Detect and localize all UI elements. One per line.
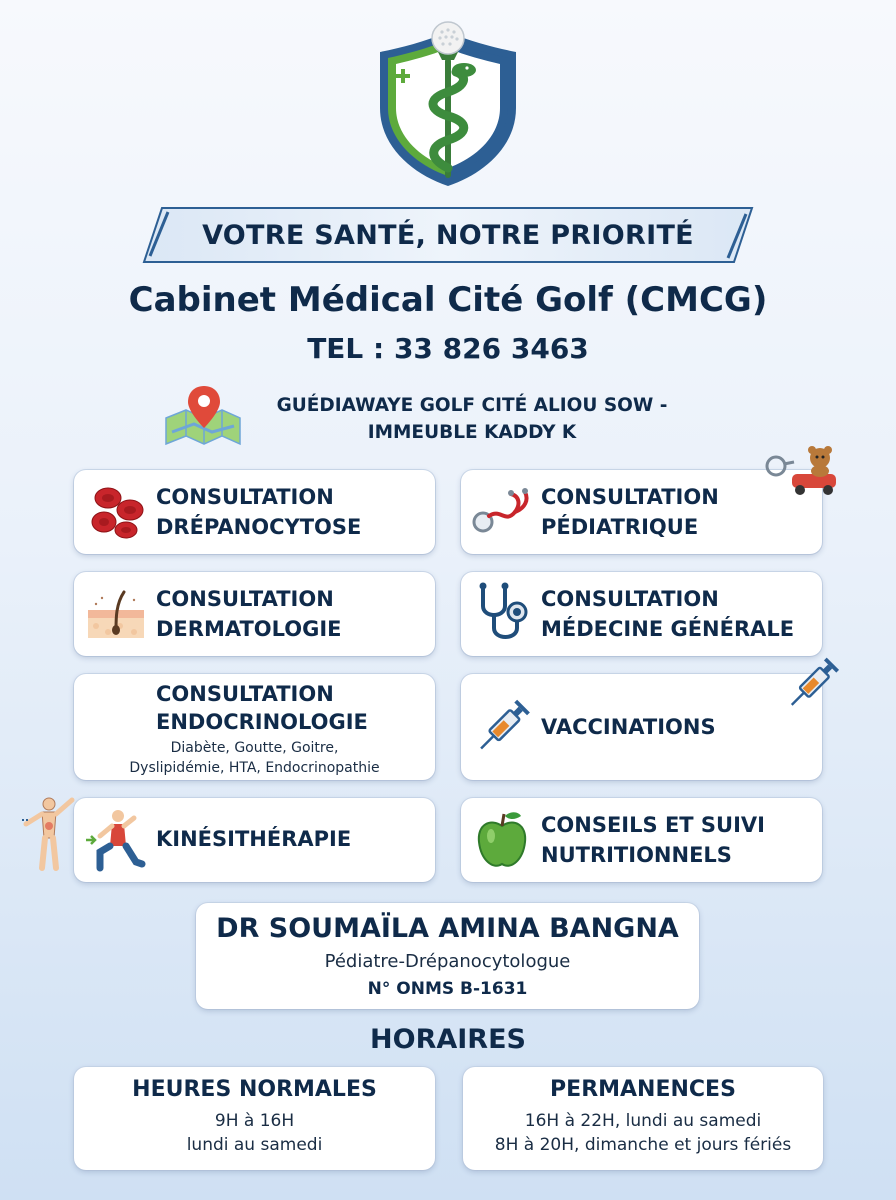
address-line-2: IMMEUBLE KADDY K xyxy=(367,422,577,443)
service-line-1: CONSULTATION xyxy=(541,587,719,611)
clinic-logo-icon xyxy=(372,18,524,190)
hours-card-permanences xyxy=(463,1067,823,1170)
service-sub-line-2: Dyslipidémie, HTA, Endocrinopathie xyxy=(129,760,380,776)
stethoscope-icon xyxy=(475,582,531,646)
service-line-1: CONSULTATION xyxy=(541,485,719,509)
slogan-text: VOTRE SANTÉ, NOTRE PRIORITÉ xyxy=(202,219,694,251)
hours-permanences-line-1: 16H à 22H, lundi au samedi xyxy=(524,1111,762,1131)
service-line-2: DERMATOLOGIE xyxy=(156,617,342,641)
physiotherapy-icon xyxy=(82,806,146,874)
hours-permanences-title: PERMANENCES xyxy=(550,1077,736,1102)
service-line-1: CONSULTATION xyxy=(156,682,334,706)
doctor-name: DR SOUMAÏLA AMINA BANGNA xyxy=(216,913,679,944)
service-card-drepanocytose[interactable] xyxy=(74,470,435,554)
service-title xyxy=(541,584,794,644)
service-subtitle xyxy=(74,738,435,778)
service-sub-line-1: Diabète, Goutte, Goitre, xyxy=(170,740,339,756)
hours-title: HORAIRES xyxy=(370,1024,526,1055)
service-card-medecine-generale[interactable] xyxy=(461,572,822,656)
hours-card-normal xyxy=(74,1067,435,1170)
stethoscope-icon xyxy=(471,486,533,540)
service-line-2: PÉDIATRIQUE xyxy=(541,515,699,539)
toy-car-teddy-icon xyxy=(764,444,840,496)
service-title: VACCINATIONS xyxy=(541,715,716,739)
service-title xyxy=(156,584,342,644)
map-pin-icon xyxy=(164,384,242,446)
body-silhouette-icon xyxy=(20,796,78,872)
service-title xyxy=(541,810,765,870)
service-line-2: MÉDECINE GÉNÉRALE xyxy=(541,617,795,641)
hours-normal-title: HEURES NORMALES xyxy=(132,1077,377,1102)
service-card-dermatologie[interactable] xyxy=(74,572,435,656)
service-line-2: ENDOCRINOLOGIE xyxy=(156,710,368,734)
service-title xyxy=(541,482,719,542)
address-line-1: GUÉDIAWAYE GOLF CITÉ ALIOU SOW - xyxy=(276,395,668,416)
doctor-specialty: Pédiatre-Drépanocytologue xyxy=(324,951,571,972)
service-line-2: NUTRITIONNELS xyxy=(541,843,732,867)
skin-layers-icon xyxy=(86,588,146,642)
service-card-endocrinologie[interactable] xyxy=(74,674,435,780)
hours-permanences-line-2: 8H à 20H, dimanche et jours fériés xyxy=(494,1135,792,1155)
slogan-banner xyxy=(140,206,756,264)
service-card-kinesitherapie[interactable] xyxy=(74,798,435,882)
clinic-phone[interactable]: TEL : 33 826 3463 xyxy=(307,332,589,365)
service-line-1: CONSULTATION xyxy=(156,587,334,611)
service-card-vaccinations[interactable] xyxy=(461,674,822,780)
doctor-onms: N° ONMS B-1631 xyxy=(367,979,528,999)
service-card-nutrition[interactable] xyxy=(461,798,822,882)
syringe-icon xyxy=(782,654,844,716)
apple-icon xyxy=(475,808,529,872)
service-line-1: CONSEILS ET SUIVI xyxy=(541,813,765,837)
service-title xyxy=(156,482,361,542)
service-title xyxy=(156,680,368,736)
doctor-card xyxy=(196,903,699,1009)
hours-normal-line-1: 9H à 16H xyxy=(214,1111,295,1131)
red-blood-cells-icon xyxy=(86,484,146,540)
hours-normal-line-2: lundi au samedi xyxy=(186,1135,323,1155)
service-title: KINÉSITHÉRAPIE xyxy=(156,827,352,851)
clinic-address xyxy=(232,392,712,446)
clinic-name: Cabinet Médical Cité Golf (CMCG) xyxy=(128,280,768,320)
service-line-1: CONSULTATION xyxy=(156,485,334,509)
service-line-2: DRÉPANOCYTOSE xyxy=(156,515,362,539)
syringe-icon xyxy=(471,696,535,760)
